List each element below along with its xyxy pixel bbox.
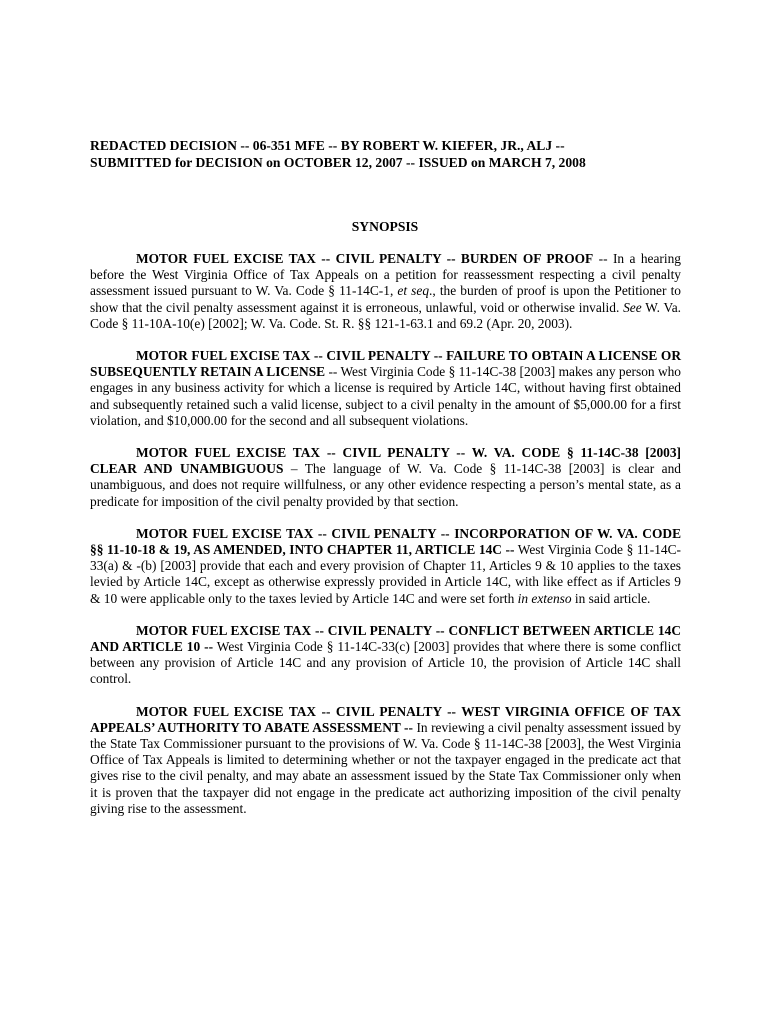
paragraph-heading: MOTOR FUEL EXCISE TAX -- CIVIL PENALTY -- FAILURE TO OBTAIN A LICENSE OR SUBSEQUENTLY RETAIN A LICENSE bbox=[90, 348, 681, 380]
paragraph-failure-to-obtain-license bbox=[90, 348, 681, 429]
paragraph-italic: in extenso bbox=[517, 590, 572, 606]
paragraph-clear-and-unambiguous bbox=[90, 445, 681, 510]
paragraph-heading: MOTOR FUEL EXCISE TAX -- CIVIL PENALTY -- CONFLICT BETWEEN ARTICLE 14C AND ARTICLE 10 -- bbox=[90, 622, 681, 655]
paragraph-text: – The language of W. Va. Code § 11-14C-38 [2003] is clear and unambiguous, and does not require willfulness, or any other evidence respecting a person’s mental state, as a predicate for imposition of the civil penalty provided by that section. bbox=[90, 461, 681, 509]
paragraph-heading: MOTOR FUEL EXCISE TAX -- CIVIL PENALTY -- BURDEN OF PROOF bbox=[136, 251, 594, 266]
paragraph-conflict-between-articles bbox=[90, 623, 681, 688]
paragraph-text: ., the burden of proof is upon the Petitioner to show that the civil penalty assessment against it is erroneous, unlawful, void or otherwise invalid. bbox=[90, 283, 681, 315]
paragraph-heading: MOTOR FUEL EXCISE TAX -- CIVIL PENALTY -- INCORPORATION OF W. VA. CODE §§ 11-10-18 & 19, AS AMENDED, INTO CHAPTER 11, ARTICLE 14C -- bbox=[90, 525, 681, 558]
header-line-1: REDACTED DECISION -- 06-351 MFE -- BY ROBERT W. KIEFER, JR., ALJ -- bbox=[90, 138, 565, 153]
paragraph-text: -- West Virginia Code § 11-14C-38 [2003] makes any person who engages in any business activity for which a license is required by Article 14C, without having first obtained and subsequently retained such a valid license, subject to a civil penalty in the amount of $5,000.00 for a first violation, and $10,000.00 for the second and all subsequent violations. bbox=[90, 364, 682, 428]
paragraph-heading: MOTOR FUEL EXCISE TAX -- CIVIL PENALTY -- WEST VIRGINIA OFFICE OF TAX APPEALS’ AUTHORITY TO ABATE ASSESSMENT -- bbox=[90, 703, 681, 735]
paragraph-text: West Virginia Code § 11-14C-33(c) [2003] provides that where there is some conflict between any provision of Article 14C and any provision of Article 10, the provision of Article 14C shall control. bbox=[90, 639, 681, 687]
paragraph-text: -- In a hearing before the West Virginia Office of Tax Appeals on a petition for reassessment respecting a civil penalty assessment issued pursuant to W. Va. Code § 11-14C-1, bbox=[90, 251, 681, 299]
paragraph-text: West Virginia Code § 11-14C-33(a) & -(b) [2003] provide that each and every provision of Chapter 11, Articles 9 & 10 applies to the taxes levied by Article 14C, except as otherwise expressly provided in Article 14C, with like effect as if Articles 9 & 10 were applicable only to the taxes levied by Article 14C and were set forth bbox=[90, 542, 681, 606]
paragraph-italic: See bbox=[623, 299, 642, 315]
paragraph-text: in said article. bbox=[571, 590, 651, 606]
paragraph-incorporation bbox=[90, 526, 681, 607]
header-line-2: SUBMITTED for DECISION on OCTOBER 12, 2007 -- ISSUED on MARCH 7, 2008 bbox=[90, 154, 586, 170]
paragraph-italic: et seq bbox=[397, 283, 430, 299]
synopsis-title: SYNOPSIS bbox=[351, 219, 419, 234]
paragraph-text: In reviewing a civil penalty assessment issued by the State Tax Commissioner pursuant to the provisions of W. Va. Code § 11-14C-38 [2003], the West Virginia Office of Tax Appeals is limited to determining whether or not the taxpayer engaged in the predicate act that gives rise to the civil penalty, and may abate an assessment issued by the State Tax Commissioner only when it is proven that the taxpayer did not engage in the predicate act authorizing imposition of the civil penalty giving rise to the assessment. bbox=[90, 719, 681, 816]
decision-header bbox=[90, 138, 690, 171]
paragraph-text: W. Va. Code § 11-10A-10(e) [2002]; W. Va. Code. St. R. §§ 121-1-63.1 and 69.2 (Apr. 20, 2003). bbox=[90, 299, 681, 331]
paragraph-burden-of-proof bbox=[90, 251, 681, 332]
synopsis-body bbox=[90, 251, 681, 833]
paragraph-heading: MOTOR FUEL EXCISE TAX -- CIVIL PENALTY -- W. VA. CODE § 11-14C-38 [2003] CLEAR AND UNAMBIGUOUS bbox=[90, 445, 681, 477]
paragraph-authority-to-abate bbox=[90, 704, 681, 817]
